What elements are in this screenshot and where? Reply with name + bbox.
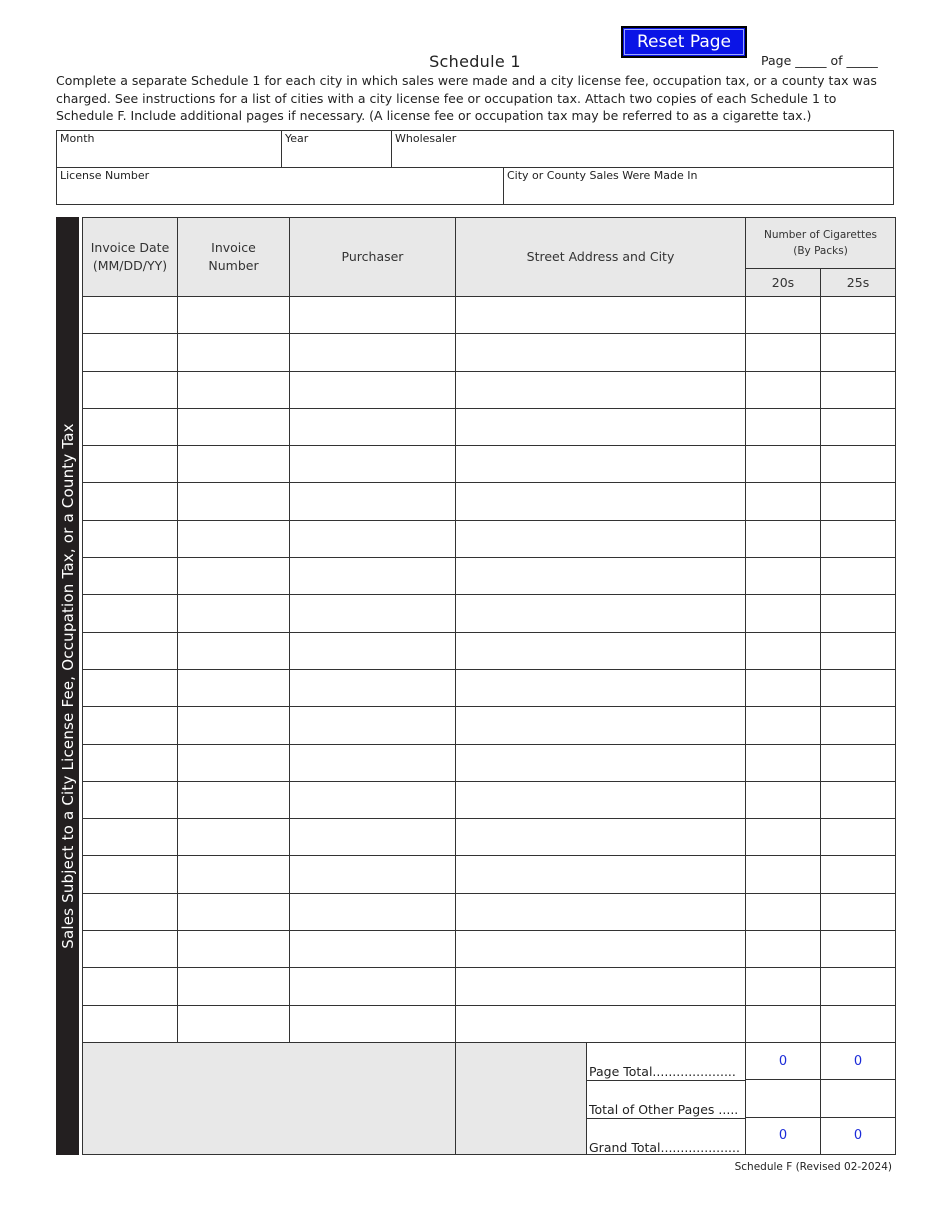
invoice-number-cell[interactable] [178,371,290,408]
packs-25s-cell[interactable] [821,446,896,483]
packs-25s-cell[interactable] [821,781,896,818]
address-cell[interactable] [456,632,746,669]
invoice-number-cell[interactable] [178,781,290,818]
invoice-date-cell[interactable] [83,632,178,669]
purchaser-cell[interactable] [290,371,456,408]
packs-20s-cell[interactable] [746,968,821,1005]
invoice-date-cell[interactable] [83,931,178,968]
address-cell[interactable] [456,297,746,334]
invoice-date-cell[interactable] [83,819,178,856]
purchaser-cell[interactable] [290,408,456,445]
other-pages-25s[interactable] [821,1080,896,1117]
table-row [83,408,896,445]
table-row [83,707,896,744]
packs-25s-cell[interactable] [821,334,896,371]
invoice-date-cell[interactable] [83,781,178,818]
packs-20s-cell[interactable] [746,483,821,520]
packs-25s-cell[interactable] [821,595,896,632]
table-row [83,893,896,930]
totals-blank-area [83,1042,456,1154]
city-county-label: City or County Sales Were Made In [507,169,698,182]
table-row [83,371,896,408]
instructions-text: Complete a separate Schedule 1 for each city in which sales were made and a city license fee, occupation tax, or a county tax was charged. See instructions for a list of cities with a city license fee or occupation tax. Attach two copies of each Schedule 1 to Schedule F. Include additional pages if necessary. (A license fee or occupation tax may be referred to as a cigarette tax.) [56,73,877,123]
packs-20s-cell[interactable] [746,931,821,968]
address-cell[interactable] [456,446,746,483]
year-label: Year [285,132,309,145]
address-cell[interactable] [456,669,746,706]
purchaser-cell[interactable] [290,1005,456,1042]
packs-25s-cell[interactable] [821,931,896,968]
page-total-20s: 0 [746,1042,821,1079]
other-pages-20s[interactable] [746,1080,821,1117]
invoice-date-cell[interactable] [83,520,178,557]
purchaser-cell[interactable] [290,669,456,706]
invoice-date-cell[interactable] [83,707,178,744]
invoice-date-cell[interactable] [83,744,178,781]
invoice-date-cell[interactable] [83,334,178,371]
purchaser-cell[interactable] [290,297,456,334]
invoice-number-cell[interactable] [178,856,290,893]
table-row [83,334,896,371]
city-county-field[interactable] [503,167,894,205]
packs-20s-cell[interactable] [746,669,821,706]
packs-25s-cell[interactable] [821,1005,896,1042]
packs-20s-cell[interactable] [746,819,821,856]
invoice-number-cell[interactable] [178,446,290,483]
page-of-field[interactable]: Page _____ of _____ [761,53,878,68]
purchaser-cell[interactable] [290,446,456,483]
table-row [83,595,896,632]
grand-total-25s: 0 [821,1117,896,1154]
packs-20s-cell[interactable] [746,520,821,557]
address-cell[interactable] [456,520,746,557]
packs-20s-cell[interactable] [746,297,821,334]
address-cell[interactable] [456,819,746,856]
invoice-date-cell[interactable] [83,893,178,930]
address-cell[interactable] [456,744,746,781]
packs-25s-cell[interactable] [821,371,896,408]
page-total-row [587,1043,745,1081]
form-revision: Schedule F (Revised 02-2024) [734,1161,892,1173]
invoice-number-cell[interactable] [178,669,290,706]
table-row [83,520,896,557]
invoice-number-cell[interactable] [178,595,290,632]
invoice-number-cell[interactable] [178,558,290,595]
invoice-date-cell[interactable] [83,483,178,520]
purchaser-cell[interactable] [290,334,456,371]
invoice-number-cell[interactable] [178,408,290,445]
invoice-number-cell[interactable] [178,483,290,520]
purchaser-cell[interactable] [290,819,456,856]
purchaser-cell[interactable] [290,483,456,520]
address-cell[interactable] [456,931,746,968]
invoice-date-cell[interactable] [83,595,178,632]
invoice-number-cell[interactable] [178,744,290,781]
address-cell[interactable] [456,856,746,893]
sales-table [82,217,896,1155]
address-cell[interactable] [456,371,746,408]
table-row [83,1005,896,1042]
purchaser-cell[interactable] [290,856,456,893]
invoice-number-cell[interactable] [178,819,290,856]
address-cell[interactable] [456,707,746,744]
col-cigarettes [746,218,896,269]
packs-20s-cell[interactable] [746,558,821,595]
table-row [83,819,896,856]
table-row [83,558,896,595]
address-cell[interactable] [456,1005,746,1042]
invoice-number-cell[interactable] [178,520,290,557]
packs-20s-cell[interactable] [746,408,821,445]
packs-20s-cell[interactable] [746,334,821,371]
table-row [83,483,896,520]
invoice-date-cell[interactable] [83,1005,178,1042]
invoice-date-cell[interactable] [83,669,178,706]
invoice-date-cell[interactable] [83,408,178,445]
purchaser-cell[interactable] [290,595,456,632]
grand-total-row [587,1119,745,1156]
address-cell[interactable] [456,595,746,632]
page-total-label: Page Total..................... [589,1063,736,1079]
col-address: Street Address and City [456,218,746,297]
invoice-number-cell[interactable] [178,707,290,744]
packs-25s-cell[interactable] [821,893,896,930]
packs-25s-cell[interactable] [821,707,896,744]
invoice-number-cell[interactable] [178,968,290,1005]
address-cell[interactable] [456,781,746,818]
other-pages-row [587,1081,745,1119]
table-row [83,931,896,968]
col-invoice-number: Invoice Number [178,218,290,297]
invoice-date-cell[interactable] [83,371,178,408]
col-invoice-date: Invoice Date (MM/DD/YY) [83,218,178,297]
table-row [83,856,896,893]
invoice-number-cell[interactable] [178,632,290,669]
packs-20s-cell[interactable] [746,893,821,930]
invoice-number-cell[interactable] [178,893,290,930]
packs-25s-cell[interactable] [821,669,896,706]
table-row [83,446,896,483]
invoice-date-cell[interactable] [83,558,178,595]
purchaser-cell[interactable] [290,893,456,930]
invoice-date-cell[interactable] [83,856,178,893]
invoice-date-cell[interactable] [83,297,178,334]
invoice-date-cell[interactable] [83,968,178,1005]
month-field[interactable] [56,130,282,168]
packs-20s-cell[interactable] [746,632,821,669]
wholesaler-field[interactable] [391,130,894,168]
packs-20s-cell[interactable] [746,371,821,408]
packs-20s-cell[interactable] [746,595,821,632]
table-row [83,744,896,781]
other-pages-label: Total of Other Pages ..... [589,1101,739,1117]
table-row [83,781,896,818]
license-number-label: License Number [60,169,150,182]
packs-25s-cell[interactable] [821,520,896,557]
reset-page-button[interactable]: Reset Page [621,26,747,58]
purchaser-cell[interactable] [290,931,456,968]
col-20s: 20s [746,269,821,297]
col-cigarettes-sub: (By Packs) [793,245,848,257]
purchaser-cell[interactable] [290,781,456,818]
table-row [83,297,896,334]
purchaser-cell[interactable] [290,707,456,744]
license-number-field[interactable] [56,167,504,205]
packs-20s-cell[interactable] [746,744,821,781]
sidebar-label: Sales Subject to a City License Fee, Occupation Tax, or a County Tax [58,423,77,949]
packs-25s-cell[interactable] [821,483,896,520]
packs-25s-cell[interactable] [821,558,896,595]
section-sidebar [56,217,79,1155]
month-label: Month [60,132,95,145]
col-25s: 25s [821,269,896,297]
purchaser-cell[interactable] [290,558,456,595]
address-cell[interactable] [456,408,746,445]
grand-total-label: Grand Total.................... [589,1139,740,1155]
packs-25s-cell[interactable] [821,819,896,856]
packs-25s-cell[interactable] [821,408,896,445]
table-row [83,632,896,669]
purchaser-cell[interactable] [290,632,456,669]
page-title: Schedule 1 [429,52,521,71]
packs-25s-cell[interactable] [821,968,896,1005]
packs-25s-cell[interactable] [821,856,896,893]
year-field[interactable] [281,130,392,168]
address-cell[interactable] [456,483,746,520]
invoice-number-cell[interactable] [178,297,290,334]
purchaser-cell[interactable] [290,744,456,781]
packs-20s-cell[interactable] [746,856,821,893]
packs-20s-cell[interactable] [746,707,821,744]
packs-25s-cell[interactable] [821,297,896,334]
totals-label-column [456,1042,746,1154]
page-total-25s: 0 [821,1042,896,1079]
grand-total-20s: 0 [746,1117,821,1154]
packs-20s-cell[interactable] [746,446,821,483]
address-cell[interactable] [456,968,746,1005]
packs-25s-cell[interactable] [821,632,896,669]
purchaser-cell[interactable] [290,520,456,557]
col-cigarettes-label: Number of Cigarettes [763,229,878,241]
packs-20s-cell[interactable] [746,1005,821,1042]
purchaser-cell[interactable] [290,968,456,1005]
invoice-date-cell[interactable] [83,446,178,483]
address-cell[interactable] [456,558,746,595]
col-purchaser: Purchaser [290,218,456,297]
address-cell[interactable] [456,334,746,371]
packs-25s-cell[interactable] [821,744,896,781]
invoice-number-cell[interactable] [178,334,290,371]
table-row [83,968,896,1005]
packs-20s-cell[interactable] [746,781,821,818]
invoice-number-cell[interactable] [178,1005,290,1042]
table-row [83,669,896,706]
address-cell[interactable] [456,893,746,930]
invoice-number-cell[interactable] [178,931,290,968]
wholesaler-label: Wholesaler [395,132,457,145]
